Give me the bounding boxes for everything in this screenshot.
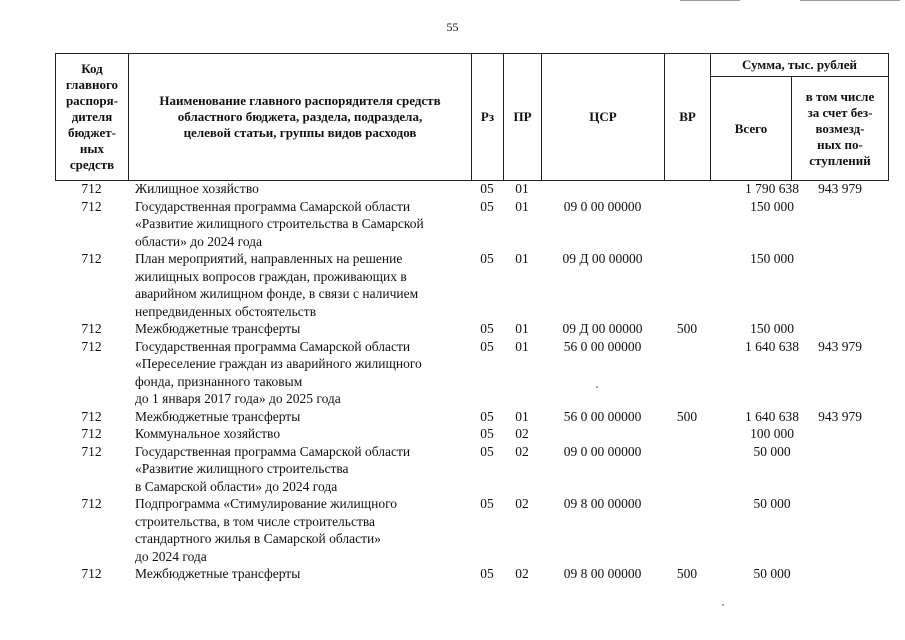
cell-total: 150 000 bbox=[750, 251, 794, 266]
cell-name-line: непредвиденных обстоятельств bbox=[135, 303, 317, 319]
cell-pr: 02 bbox=[515, 426, 529, 441]
cell-name-line: План мероприятий, направленных на решение bbox=[135, 251, 403, 266]
cell-name-line: строительства, в том числе строительства bbox=[135, 513, 376, 529]
cell-name bbox=[135, 338, 470, 408]
cell-name-line: до 1 января 2017 года» до 2025 года bbox=[135, 391, 341, 406]
cell-name-line: жилищных вопросов граждан, проживающих в bbox=[135, 268, 407, 284]
cell-kod: 712 bbox=[81, 443, 102, 459]
cell-kod: 712 bbox=[81, 408, 102, 424]
cell-kod: 712 bbox=[81, 566, 102, 581]
table-row bbox=[55, 408, 889, 426]
table-row bbox=[55, 495, 889, 565]
cell-name-line: Государственная программа Самарской области bbox=[135, 198, 411, 214]
cell-name bbox=[135, 408, 470, 426]
cell-total: 1 640 638 bbox=[745, 338, 799, 354]
cell-name-line: Государственная программа Самарской области bbox=[135, 443, 411, 459]
cell-name-line: «Развитие жилищного строительства bbox=[135, 461, 349, 476]
cell-csr: 56 0 00 00000 bbox=[563, 408, 642, 424]
cell-kod: 712 bbox=[81, 496, 102, 511]
cell-rz: 05 bbox=[480, 338, 494, 354]
scan-dot bbox=[722, 604, 724, 606]
page-number: 55 bbox=[446, 20, 459, 34]
cell-total: 50 000 bbox=[753, 443, 791, 459]
cell-rz: 05 bbox=[480, 198, 494, 214]
cell-name bbox=[135, 180, 470, 198]
cell-total: 1 640 638 bbox=[745, 408, 799, 424]
cell-name bbox=[135, 495, 470, 565]
table-header bbox=[55, 53, 889, 181]
header-vr: ВР bbox=[664, 53, 711, 181]
cell-csr: 09 0 00 00000 bbox=[563, 443, 642, 459]
cell-total: 50 000 bbox=[753, 566, 791, 581]
cell-rz: 05 bbox=[480, 566, 494, 581]
cell-name-line: Межбюджетные трансферты bbox=[135, 408, 301, 424]
header-csr: ЦСР bbox=[541, 53, 665, 181]
header-kod: Код главного распоря- дителя бюджет- ных средств bbox=[55, 53, 129, 181]
cell-rz: 05 bbox=[480, 443, 494, 459]
cell-name bbox=[135, 443, 470, 496]
cell-csr: 09 0 00 00000 bbox=[563, 198, 642, 214]
cell-name-line: фонда, признанного таковым bbox=[135, 373, 303, 389]
cell-total: 100 000 bbox=[750, 426, 794, 441]
cell-vr: 500 bbox=[676, 566, 698, 581]
scan-dot bbox=[596, 386, 598, 388]
cell-rz: 05 bbox=[480, 321, 494, 336]
cell-name-line: до 2024 года bbox=[135, 548, 207, 564]
cell-name-line: области» до 2024 года bbox=[135, 233, 263, 249]
cell-kod: 712 bbox=[81, 338, 102, 354]
cell-kod: 712 bbox=[81, 251, 102, 266]
cell-pr: 01 bbox=[515, 408, 529, 424]
table-row bbox=[55, 338, 889, 408]
cell-vr: 500 bbox=[676, 321, 698, 336]
cell-name-line: «Переселение граждан из аварийного жилищного bbox=[135, 356, 422, 371]
table-row bbox=[55, 425, 889, 443]
cell-kod: 712 bbox=[81, 426, 102, 441]
cell-incl: 943 979 bbox=[818, 338, 862, 354]
cell-name-line: Подпрограмма «Стимулирование жилищного bbox=[135, 496, 398, 511]
cell-csr: 09 Д 00 00000 bbox=[562, 321, 643, 336]
cell-rz: 05 bbox=[480, 251, 494, 266]
cell-name-line: Коммунальное хозяйство bbox=[135, 426, 281, 441]
cell-pr: 02 bbox=[515, 443, 529, 459]
table-row bbox=[55, 320, 889, 338]
cell-vr: 500 bbox=[676, 408, 698, 424]
cell-kod: 712 bbox=[81, 181, 102, 196]
header-pr: ПР bbox=[503, 53, 542, 181]
scan-edge-lines bbox=[680, 0, 900, 2]
header-incl: в том числе за счет без- возмезд- ных по- ступлений bbox=[791, 76, 889, 181]
cell-total: 1 790 638 bbox=[745, 181, 799, 196]
cell-rz: 05 bbox=[480, 496, 494, 511]
cell-name-line: Жилищное хозяйство bbox=[135, 181, 259, 196]
cell-pr: 02 bbox=[515, 566, 529, 581]
cell-name-line: стандартного жилья в Самарской области» bbox=[135, 531, 381, 546]
cell-incl: 943 979 bbox=[818, 408, 862, 424]
cell-rz: 05 bbox=[480, 426, 494, 441]
cell-name-line: Межбюджетные трансферты bbox=[135, 321, 301, 336]
cell-name-line: в Самарской области» до 2024 года bbox=[135, 478, 338, 494]
cell-name bbox=[135, 320, 470, 338]
cell-rz: 05 bbox=[480, 181, 494, 196]
cell-pr: 01 bbox=[515, 198, 529, 214]
header-total: Всего bbox=[710, 76, 792, 181]
cell-name bbox=[135, 250, 470, 320]
cell-csr: 09 8 00 00000 bbox=[563, 496, 642, 511]
table-row bbox=[55, 198, 889, 251]
cell-name-line: Государственная программа Самарской области bbox=[135, 338, 411, 354]
cell-name-line: «Развитие жилищного строительства в Самарской bbox=[135, 216, 424, 231]
cell-csr: 09 Д 00 00000 bbox=[562, 251, 643, 266]
table-row bbox=[55, 443, 889, 496]
cell-kod: 712 bbox=[81, 321, 102, 336]
cell-name bbox=[135, 198, 470, 251]
table-row bbox=[55, 250, 889, 320]
cell-pr: 01 bbox=[515, 181, 529, 196]
cell-name bbox=[135, 425, 470, 443]
cell-total: 150 000 bbox=[750, 321, 794, 336]
cell-pr: 02 bbox=[515, 496, 529, 511]
cell-incl: 943 979 bbox=[818, 181, 862, 196]
cell-total: 50 000 bbox=[753, 496, 791, 511]
cell-name-line: аварийном жилищном фонде, в связи с наличием bbox=[135, 286, 419, 301]
cell-total: 150 000 bbox=[750, 198, 794, 214]
cell-rz: 05 bbox=[480, 408, 494, 424]
header-rz: Рз bbox=[471, 53, 504, 181]
cell-pr: 01 bbox=[515, 321, 529, 336]
cell-pr: 01 bbox=[515, 338, 529, 354]
cell-csr: 09 8 00 00000 bbox=[563, 566, 642, 581]
header-name: Наименование главного распорядителя средств областного бюджета, раздела, подраздела, целевой статьи, группы видов расходов bbox=[128, 53, 472, 181]
cell-pr: 01 bbox=[515, 251, 529, 266]
table-row bbox=[55, 565, 889, 583]
cell-kod: 712 bbox=[81, 198, 102, 214]
cell-csr: 56 0 00 00000 bbox=[563, 338, 642, 354]
cell-name bbox=[135, 565, 470, 583]
header-sum: Сумма, тыс. рублей bbox=[710, 53, 889, 77]
cell-name-line: Межбюджетные трансферты bbox=[135, 566, 301, 581]
table-row bbox=[55, 180, 889, 198]
